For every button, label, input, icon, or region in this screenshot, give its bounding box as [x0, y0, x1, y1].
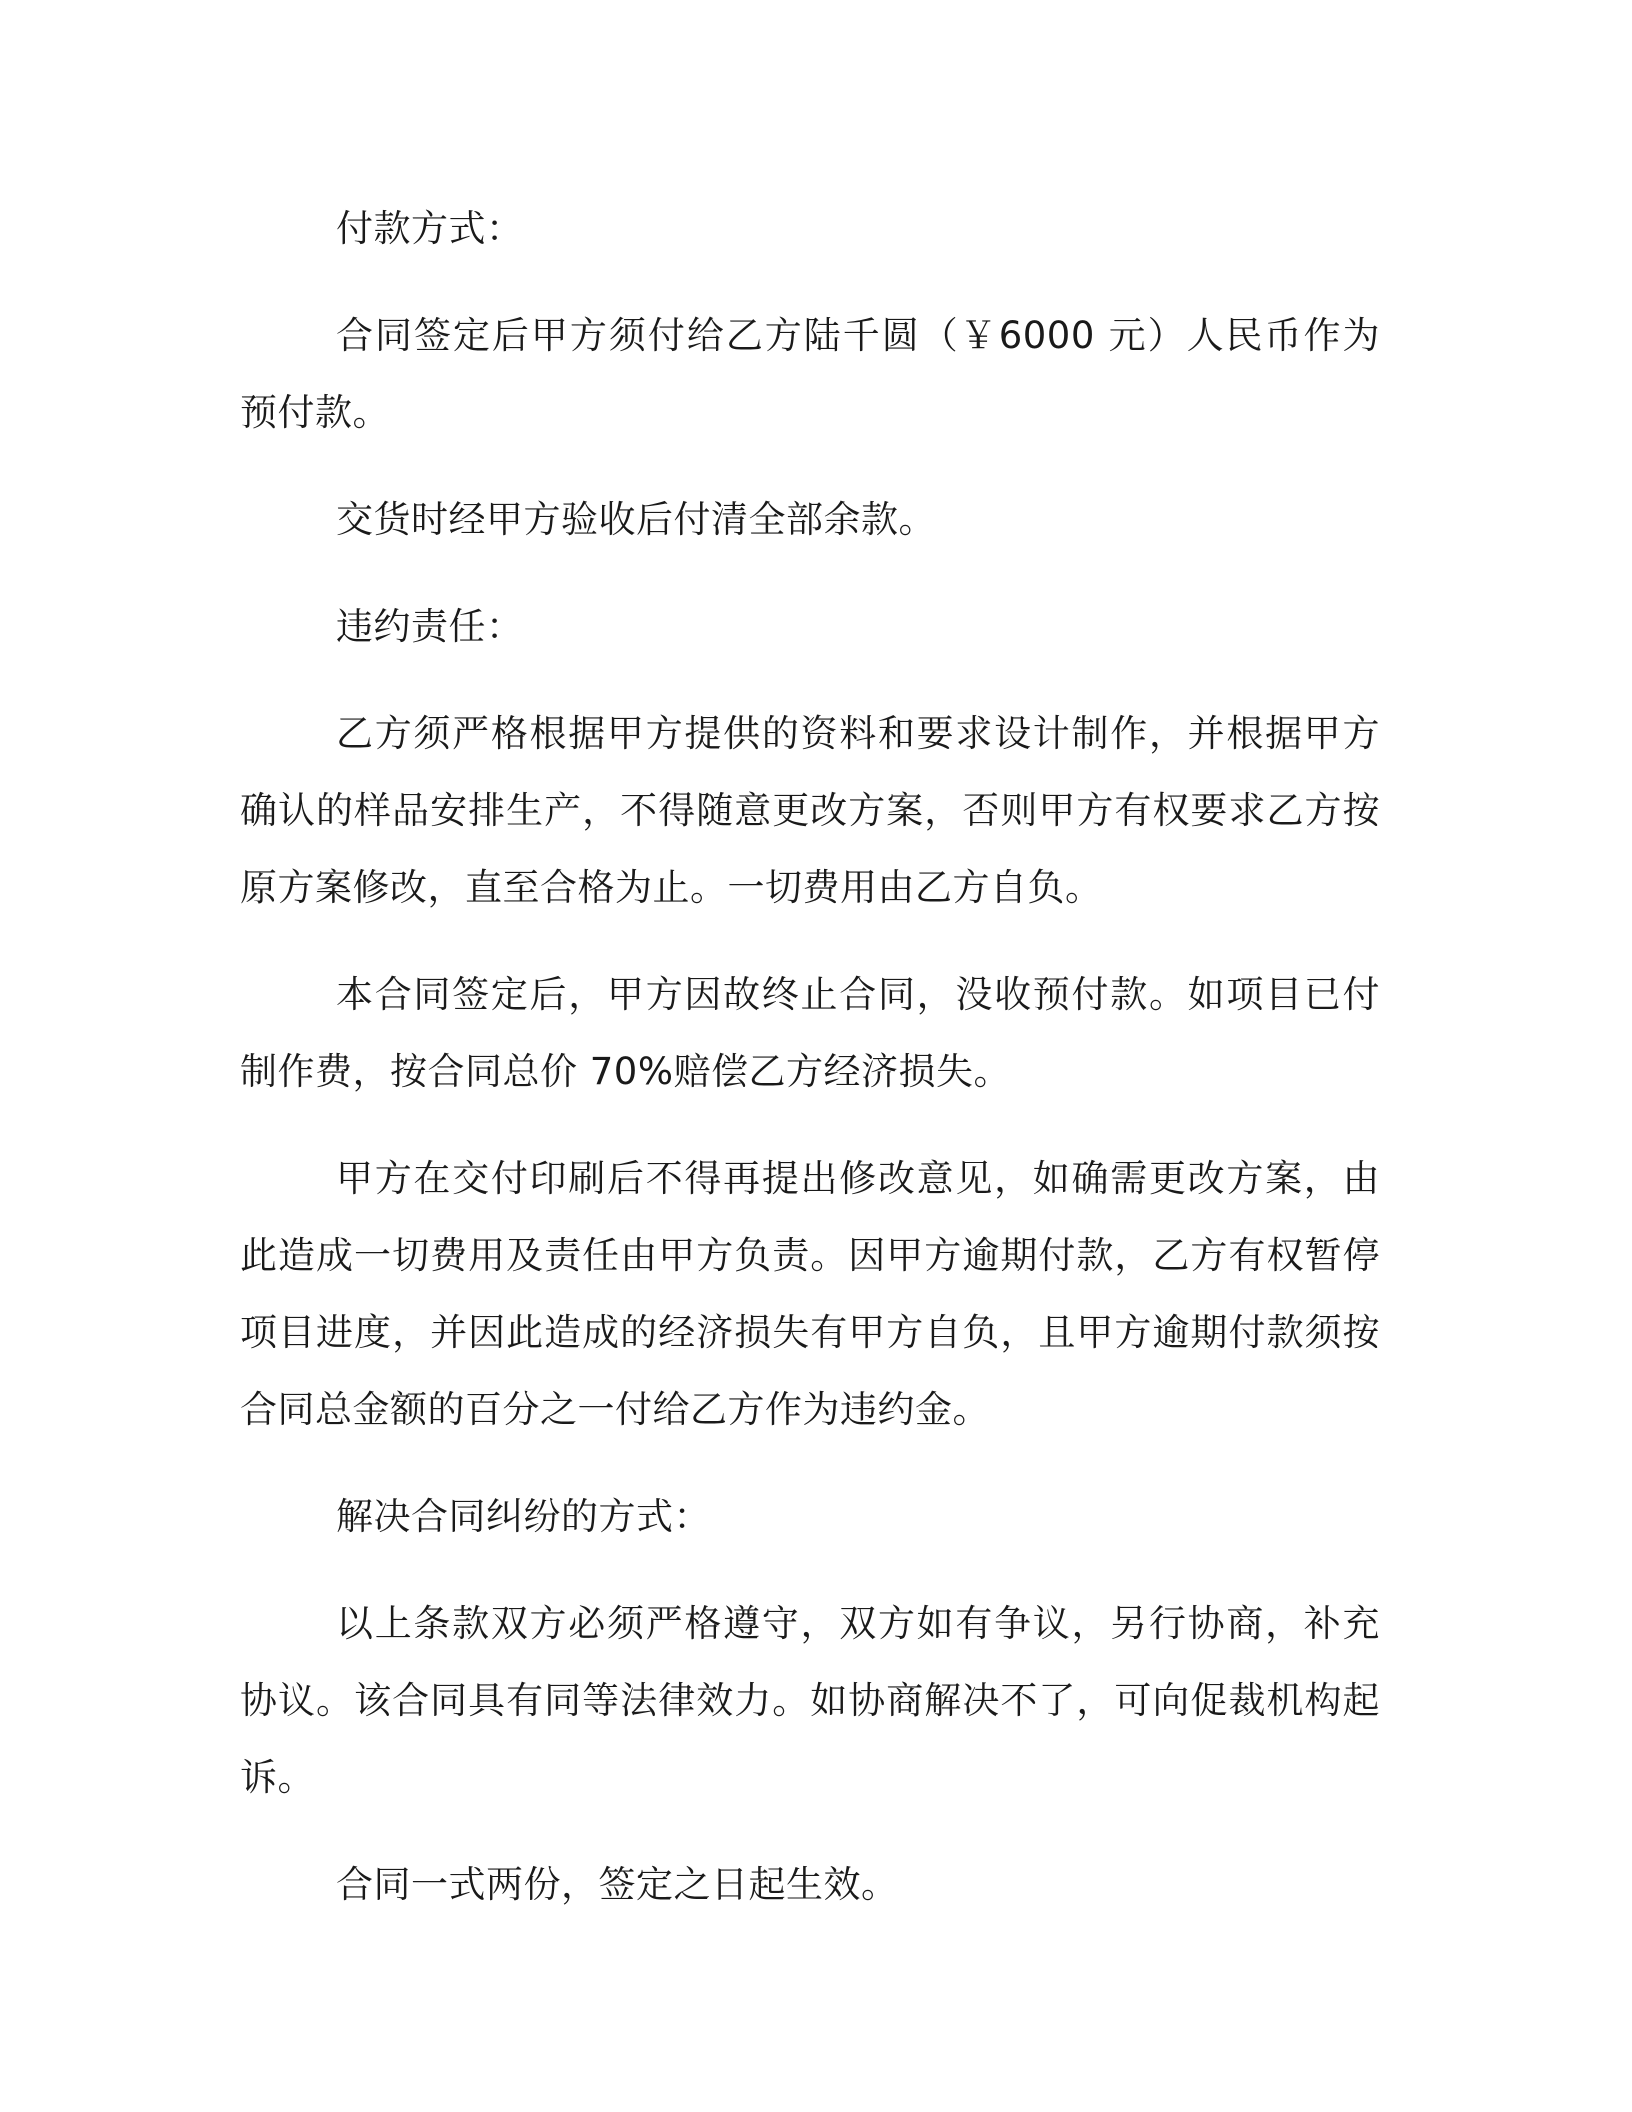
paragraph-termination: 本合同签定后，甲方因故终止合同，没收预付款。如项目已付制作费，按合同总价 70%赔偿乙方经济损失。	[240, 973, 1380, 1093]
heading-payment-method: 付款方式：	[336, 207, 524, 250]
document-body	[240, 190, 1380, 1953]
paragraph-prepayment: 合同签定后甲方须付给乙方陆千圆（￥6000 元）人民币作为预付款。	[240, 314, 1380, 434]
heading-breach-liability: 违约责任：	[336, 605, 524, 648]
paragraph-effectiveness: 合同一式两份，签定之日起生效。	[336, 1863, 899, 1906]
paragraph-dispute-terms: 以上条款双方必须严格遵守，双方如有争议，另行协商，补充协议。该合同具有同等法律效力。如协商解决不了，可向促裁机构起诉。	[240, 1602, 1380, 1799]
paragraph-balance-payment: 交货时经甲方验收后付清全部余款。	[336, 498, 936, 541]
heading-dispute-resolution: 解决合同纠纷的方式：	[336, 1495, 711, 1538]
paragraph-design-requirements: 乙方须严格根据甲方提供的资料和要求设计制作，并根据甲方确认的样品安排生产，不得随意更改方案，否则甲方有权要求乙方按原方案修改，直至合格为止。一切费用由乙方自负。	[240, 712, 1380, 909]
paragraph-modification-and-late-payment: 甲方在交付印刷后不得再提出修改意见，如确需更改方案，由此造成一切费用及责任由甲方负责。因甲方逾期付款，乙方有权暂停项目进度，并因此造成的经济损失有甲方自负，且甲方逾期付款须按合同总金额的百分之一付给乙方作为违约金。	[240, 1157, 1380, 1431]
